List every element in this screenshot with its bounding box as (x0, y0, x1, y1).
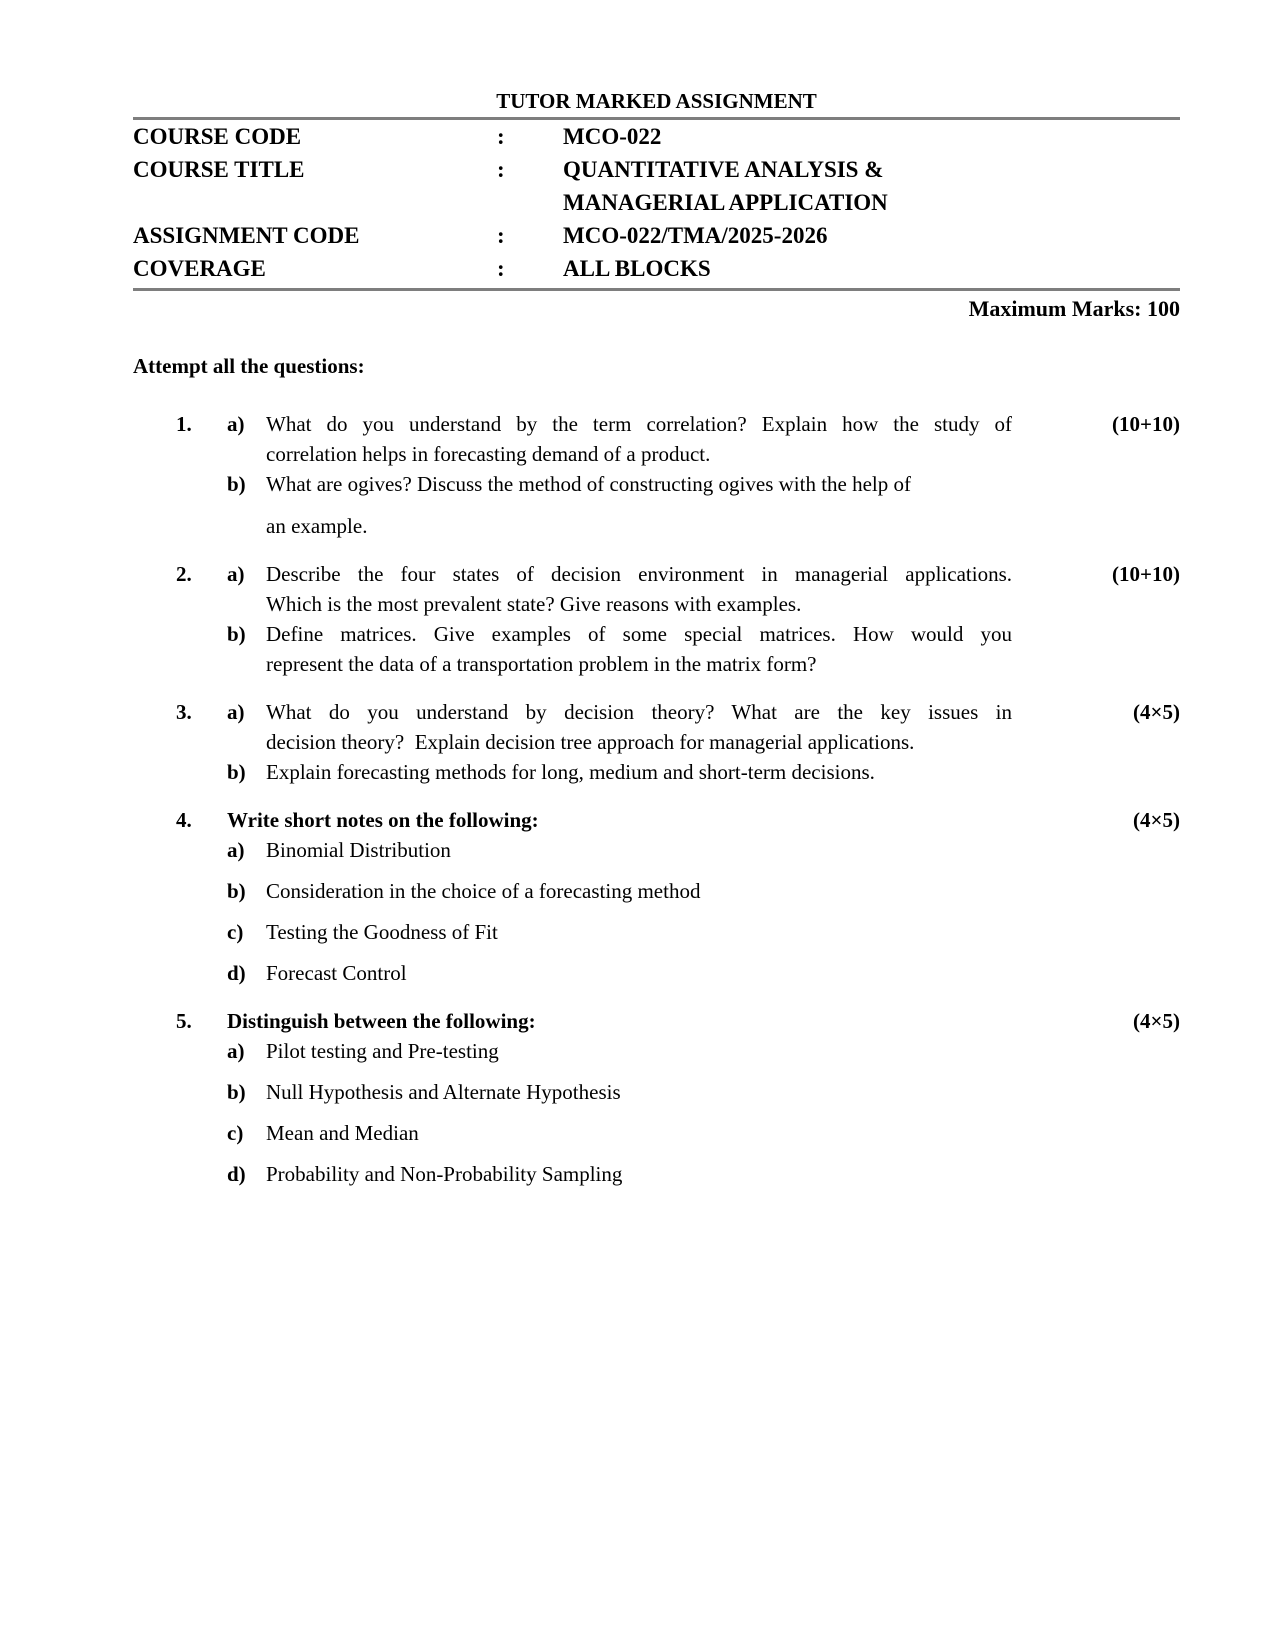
question-marks: (4×5) (1133, 700, 1180, 724)
part-letter: a) (227, 412, 245, 436)
header-label: COURSE CODE (133, 124, 302, 149)
text-line: Describe the four states of decision environment in managerial applications. (266, 562, 1012, 586)
part-text (266, 1118, 1012, 1148)
part-text (266, 511, 1012, 541)
text-line: an example. (266, 514, 368, 538)
question-heading: Distinguish between the following: (227, 1009, 536, 1033)
part-text (266, 1159, 1012, 1189)
question-4-item-b (133, 876, 1180, 906)
question-3-part-a (133, 697, 1180, 757)
question-2-part-a (133, 559, 1180, 619)
document-title: TUTOR MARKED ASSIGNMENT (496, 89, 817, 113)
text-line: Consideration in the choice of a forecasting method (266, 879, 701, 903)
header-label: COURSE TITLE (133, 157, 305, 182)
part-text (266, 559, 1012, 619)
part-letter: b) (227, 622, 246, 646)
question-4-heading-row (133, 805, 1180, 835)
part-text (266, 1036, 1012, 1066)
part-text (266, 917, 1012, 947)
text-line: What do you understand by the term correlation? Explain how the study of (266, 412, 1012, 436)
question-4-item-c (133, 917, 1180, 947)
text-line: represent the data of a transportation problem in the matrix form? (266, 652, 817, 676)
part-letter: b) (227, 879, 246, 903)
header-label (133, 186, 497, 219)
maximum-marks: Maximum Marks: 100 (968, 296, 1180, 321)
question-number: 1. (176, 412, 192, 436)
header-separator (497, 186, 563, 219)
text-line: Testing the Goodness of Fit (266, 920, 498, 944)
text-line: correlation helps in forecasting demand of a product. (266, 442, 711, 466)
header-row-course-code (133, 120, 1180, 153)
part-letter: b) (227, 472, 246, 496)
part-letter: a) (227, 838, 245, 862)
part-letter: b) (227, 760, 246, 784)
header-value: ALL BLOCKS (563, 256, 711, 281)
header-value: QUANTITATIVE ANALYSIS & (563, 157, 884, 182)
question-5-item-b (133, 1077, 1180, 1107)
part-text (266, 835, 1012, 865)
header-row-assignment-code (133, 219, 1180, 252)
header-label: ASSIGNMENT CODE (133, 223, 360, 248)
text-line: Forecast Control (266, 961, 407, 985)
header-value: MCO-022 (563, 124, 662, 149)
question-4-item-a (133, 835, 1180, 865)
part-text (266, 958, 1012, 988)
question-3-part-b (133, 757, 1180, 787)
header-row-course-title (133, 153, 1180, 186)
question-5-item-a (133, 1036, 1180, 1066)
part-letter: d) (227, 961, 246, 985)
header-row-coverage (133, 252, 1180, 285)
attempt-note: Attempt all the questions: (133, 354, 365, 378)
text-line: decision theory? Explain decision tree approach for managerial applications. (266, 730, 915, 754)
course-header (133, 120, 1180, 285)
part-text (266, 1077, 1012, 1107)
header-label: COVERAGE (133, 256, 266, 281)
question-2 (133, 559, 1180, 679)
question-1-part-b (133, 469, 1180, 499)
part-text (266, 619, 1012, 679)
header-separator: : (497, 223, 505, 248)
question-3 (133, 697, 1180, 787)
text-line: Probability and Non-Probability Sampling (266, 1162, 623, 1186)
text-line: Null Hypothesis and Alternate Hypothesis (266, 1080, 621, 1104)
question-heading: Write short notes on the following: (227, 808, 539, 832)
part-letter: a) (227, 1039, 245, 1063)
part-text (266, 697, 1012, 757)
header-value: MCO-022/TMA/2025-2026 (563, 223, 828, 248)
question-5-item-d (133, 1159, 1180, 1189)
assignment-page (133, 88, 1180, 1207)
header-separator: : (497, 124, 505, 149)
bottom-rule (133, 288, 1180, 291)
part-letter: c) (227, 920, 244, 944)
question-marks: (4×5) (1133, 808, 1180, 832)
question-4-item-d (133, 958, 1180, 988)
part-text (266, 876, 1012, 906)
question-marks: (4×5) (1133, 1009, 1180, 1033)
question-number: 2. (176, 562, 192, 586)
part-letter: b) (227, 1080, 246, 1104)
part-letter: a) (227, 562, 245, 586)
question-number: 5. (176, 1009, 192, 1033)
question-number: 3. (176, 700, 192, 724)
text-line: Binomial Distribution (266, 838, 451, 862)
question-2-part-b (133, 619, 1180, 679)
header-row-course-title-cont (133, 186, 1180, 219)
question-5 (133, 1006, 1180, 1189)
header-separator: : (497, 157, 505, 182)
question-1 (133, 409, 1180, 541)
question-number: 4. (176, 808, 192, 832)
text-line: Define matrices. Give examples of some special matrices. How would you (266, 622, 1012, 646)
question-5-item-c (133, 1118, 1180, 1148)
part-text (266, 757, 1012, 787)
part-letter: d) (227, 1162, 246, 1186)
header-value: MANAGERIAL APPLICATION (563, 190, 888, 215)
questions-list (133, 409, 1180, 1189)
text-line: Pilot testing and Pre-testing (266, 1039, 499, 1063)
text-line: What do you understand by decision theory? What are the key issues in (266, 700, 1012, 724)
text-line: Mean and Median (266, 1121, 419, 1145)
question-marks: (10+10) (1112, 412, 1180, 436)
part-text (266, 409, 1012, 469)
question-1-part-a (133, 409, 1180, 469)
part-letter: a) (227, 700, 245, 724)
question-4 (133, 805, 1180, 988)
text-line: Explain forecasting methods for long, medium and short-term decisions. (266, 760, 875, 784)
part-letter: c) (227, 1121, 244, 1145)
text-line: Which is the most prevalent state? Give reasons with examples. (266, 592, 802, 616)
question-5-heading-row (133, 1006, 1180, 1036)
part-text (266, 469, 1012, 499)
text-line: What are ogives? Discuss the method of constructing ogives with the help of (266, 472, 912, 496)
question-marks: (10+10) (1112, 562, 1180, 586)
question-1-part-b-continuation (133, 511, 1180, 541)
header-separator: : (497, 256, 505, 281)
